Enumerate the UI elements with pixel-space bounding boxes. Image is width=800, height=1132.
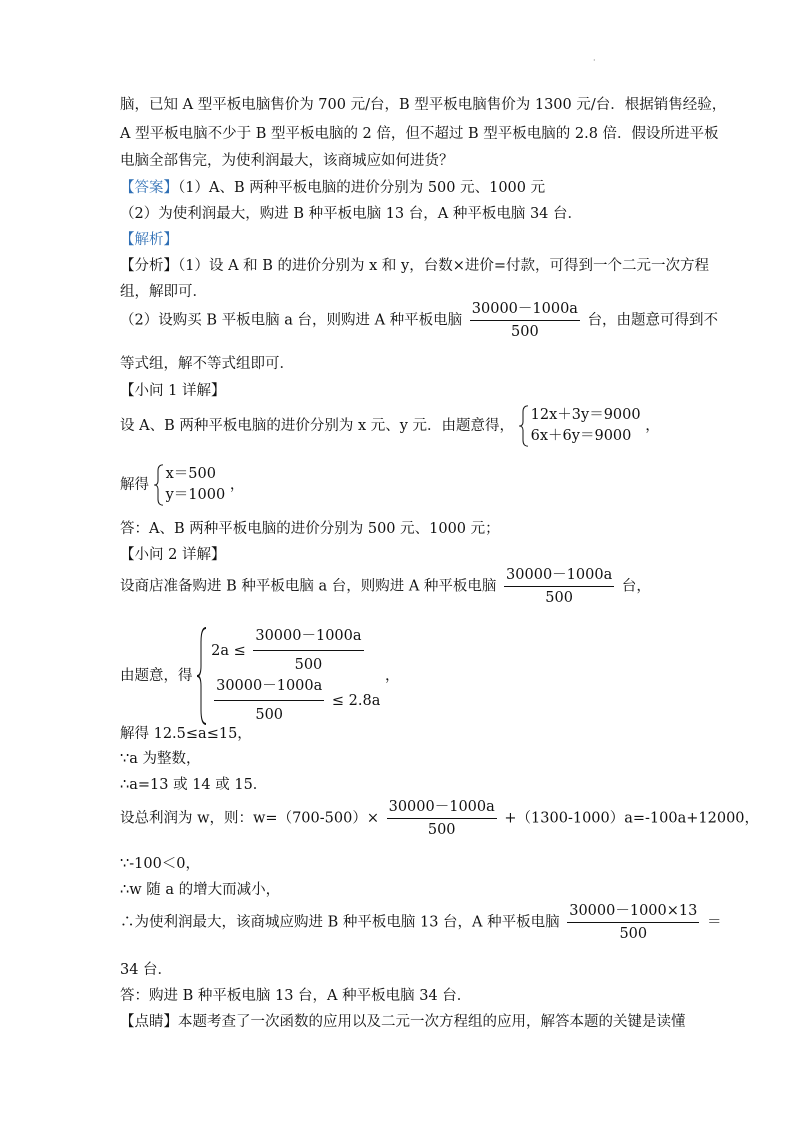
- equation-system: [519, 405, 641, 447]
- fraction-a-numerator: 30000－1000a: [253, 626, 363, 651]
- question-1-tag: 【小问 1 详解】: [120, 383, 226, 399]
- analysis-line-4: 等式组，解不等式组即可．: [120, 356, 294, 372]
- purchase-post: 台，: [621, 578, 651, 595]
- solution-system: [154, 464, 226, 506]
- answer-line-2: （2）为使利润最大，购进 B 种平板电脑 13 台，A 种平板电脑 34 台．: [120, 206, 583, 222]
- negative-line: ∵-100＜0，: [120, 856, 201, 872]
- fraction-a-numerator: 30000－1000a: [504, 568, 614, 587]
- inequality-system: [197, 626, 380, 726]
- inequality-suffix: ，: [384, 668, 400, 685]
- problem-line-2: A 型平板电脑不少于 B 型平板电脑的 2 倍，但不超过 B 型平板电脑的 2.8 倍．假设所进平板: [120, 126, 719, 142]
- fraction-a: [387, 800, 497, 837]
- solution-x: x＝500: [165, 466, 216, 482]
- analysis-line-2: 组，解即可．: [120, 284, 207, 300]
- problem-line-3: 电脑全部售完，为使利润最大，该商城应如何进货？: [120, 153, 454, 169]
- fraction-13-denominator: 500: [619, 925, 648, 942]
- best-post: ＝: [706, 914, 722, 931]
- fraction-a-numerator: 30000－1000a: [387, 800, 497, 819]
- review-line: 【点睛】本题考查了一次函数的应用以及二元一次方程组的应用，解答本题的关键是读懂: [120, 1014, 686, 1030]
- purchase-line: [120, 568, 651, 605]
- inequality-1-left: 2a ≤: [211, 643, 246, 660]
- fraction-a: [253, 626, 363, 676]
- answer-tag: 【答案】: [120, 180, 178, 196]
- fraction-a-denominator: 500: [427, 821, 456, 838]
- system-suffix: ，: [645, 418, 660, 435]
- analysis-line-3-pre: （2）设购买 B 平板电脑 a 台，则购进 A 种平板电脑: [120, 312, 463, 329]
- system-intro: 设 A、B 两种平板电脑的进价分别为 x 元、y 元．由题意得，: [120, 418, 515, 435]
- inequality-line: [120, 626, 399, 726]
- fraction-a-numerator: 30000－1000a: [214, 676, 324, 701]
- brace-icon: [519, 405, 529, 447]
- inequality-2: [211, 676, 380, 726]
- range-line: 解得 12.5≤a≤15，: [120, 726, 252, 742]
- fraction-a-denominator: 500: [294, 657, 323, 674]
- fraction-a-denominator: 500: [255, 707, 284, 724]
- solution-line: [120, 464, 244, 506]
- fraction-a: [214, 676, 324, 726]
- answer-text-1: （1）A、B 两种平板电脑的进价分别为 500 元、1000 元: [178, 180, 546, 196]
- question-2-tag: 【小问 2 详解】: [120, 547, 226, 563]
- inequality-2-right: ≤ 2.8a: [331, 693, 381, 710]
- profit-post: +（1300-1000）a=-100a+12000，: [504, 810, 760, 827]
- solution-intro: 解得: [120, 477, 149, 494]
- integer-line: ∵a 为整数，: [120, 751, 201, 767]
- best-line: [120, 904, 721, 941]
- problem-line-1: 脑，已知 A 型平板电脑售价为 700 元/台，B 型平板电脑售价为 1300 元/台．根据销售经验，: [120, 97, 727, 113]
- fraction-13: [567, 904, 699, 941]
- analysis-line-1: 【分析】（1）设 A 和 B 的进价分别为 x 和 y，台数×进价=付款，可得到一个二元一次方程: [120, 258, 710, 274]
- best-value-line: 34 台．: [120, 962, 173, 978]
- fraction-a-denominator: 500: [511, 323, 539, 340]
- system-line: [120, 405, 660, 447]
- fraction-a: [504, 568, 614, 605]
- fraction-13-numerator: 30000－1000×13: [567, 904, 699, 923]
- purchase-pre: 设商店准备购进 B 种平板电脑 a 台，则购进 A 种平板电脑: [120, 578, 497, 595]
- fraction-a: [470, 302, 580, 339]
- profit-pre: 设总利润为 w，则：w=（700-500）×: [120, 810, 379, 827]
- question-1-answer: 答：A、B 两种平板电脑的进价分别为 500 元、1000 元；: [120, 521, 500, 537]
- decrease-line: ∴w 随 a 的增大而减小，: [120, 882, 281, 898]
- fraction-a-denominator: 500: [545, 589, 573, 606]
- best-pre: ∴为使利润最大，该商城应购进 B 种平板电脑 13 台，A 种平板电脑: [120, 914, 560, 931]
- solution-y: y＝1000: [165, 487, 226, 504]
- equation-1: 12x＋3y＝9000: [530, 407, 641, 423]
- analysis-line-3: [120, 302, 718, 339]
- equation-2: 6x＋6y＝9000: [530, 428, 632, 445]
- answer-line-1: [120, 181, 545, 196]
- fraction-a-numerator: 30000－1000a: [470, 302, 580, 321]
- inequality-intro: 由题意，得: [120, 668, 193, 685]
- values-line: ∴a=13 或 14 或 15．: [120, 777, 268, 793]
- brace-icon: [154, 464, 164, 506]
- profit-line: [120, 800, 759, 837]
- analysis-line-3-post: 台，由题意可得到不: [587, 312, 719, 329]
- corner-mark: ·: [593, 56, 596, 65]
- inequality-1: [211, 626, 380, 676]
- final-answer-line: 答：购进 B 种平板电脑 13 台，A 种平板电脑 34 台．: [120, 988, 472, 1004]
- brace-icon: [197, 626, 207, 726]
- solution-suffix: ，: [229, 477, 245, 494]
- analysis-tag: 【解析】: [120, 232, 178, 248]
